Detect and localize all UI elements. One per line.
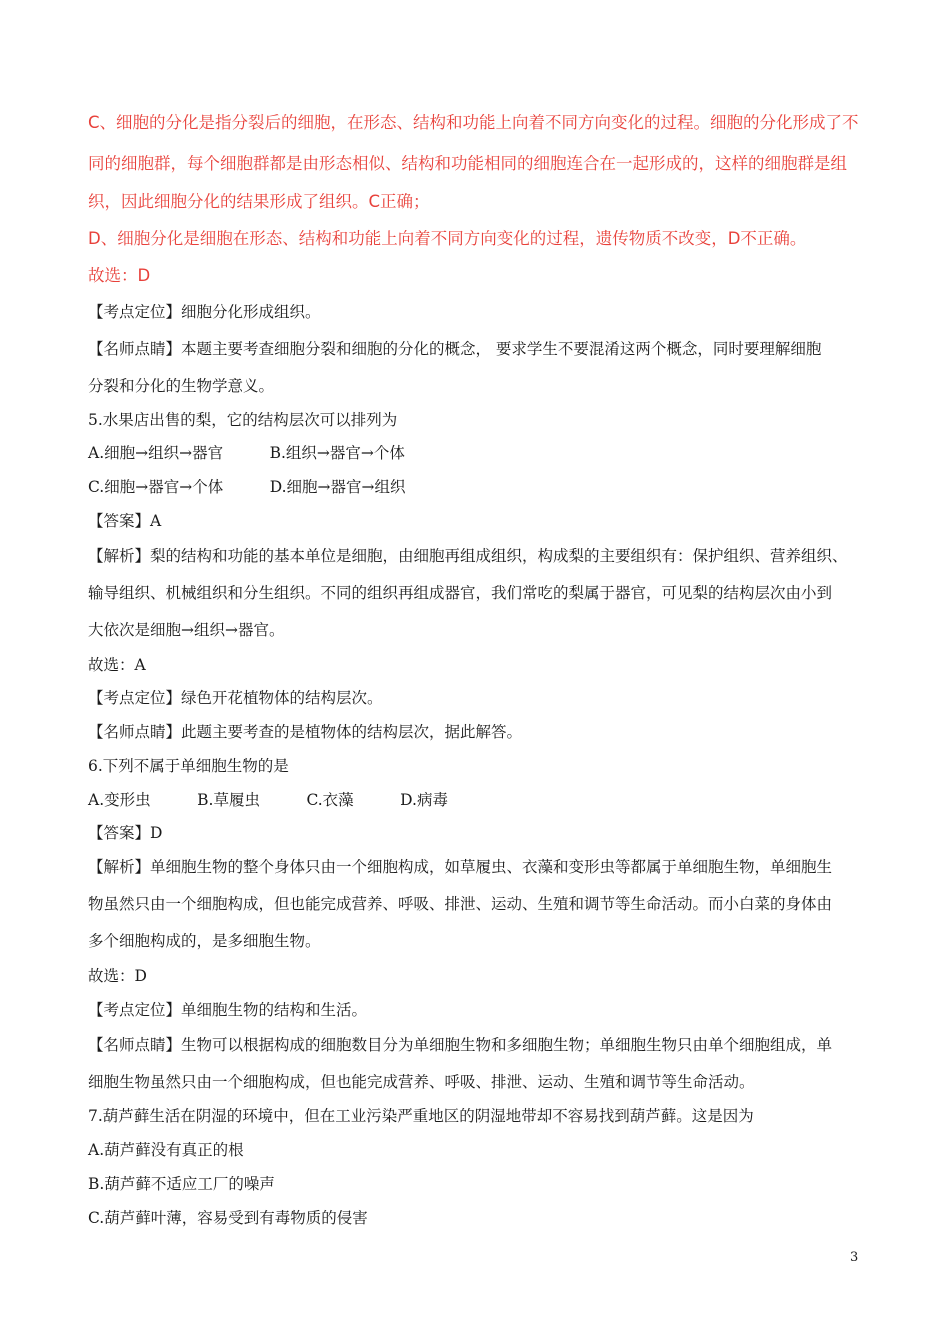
analysis-5-line-3: 大依次是细胞→组织→器官。 <box>88 621 285 639</box>
answer-c-line-3: 织，因此细胞分化的结果形成了组织。C正确； <box>88 192 430 211</box>
analysis-5-line-2: 输导组织、机械组织和分生组织。不同的组织再组成器官，我们常吃的梨属于器官，可见梨的结构层次由小到 <box>88 584 833 602</box>
analysis-6-line-1: 【解析】单细胞生物的整个身体只由一个细胞构成，如草履虫、衣藻和变形虫等都属于单细胞生物，单细胞生 <box>88 858 833 876</box>
answer-choice-5: 故选：A <box>88 656 146 674</box>
question-7-option-c: C.葫芦藓叶薄，容易受到有毒物质的侵害 <box>88 1209 368 1227</box>
answer-choice-6: 故选：D <box>88 967 147 985</box>
knowledge-point-5: 【考点定位】绿色开花植物体的结构层次。 <box>88 689 383 707</box>
knowledge-point-6: 【考点定位】单细胞生物的结构和生活。 <box>88 1001 368 1019</box>
question-5-options-cd: C.细胞→器官→个体 D.细胞→器官→组织 <box>88 478 406 496</box>
knowledge-point-4: 【考点定位】细胞分化形成组织。 <box>88 303 321 321</box>
question-5: 5.水果店出售的梨，它的结构层次可以排列为 <box>88 411 398 429</box>
analysis-5-line-1: 【解析】梨的结构和功能的基本单位是细胞，由细胞再组成组织，构成梨的主要组织有：保护组织、营养组织、 <box>88 547 848 565</box>
teacher-comment-6-line-2: 细胞生物虽然只由一个细胞构成，但也能完成营养、呼吸、排泄、运动、生殖和调节等生命活动。 <box>88 1073 755 1091</box>
answer-choice-4: 故选：D <box>88 266 151 285</box>
teacher-comment-6-line-1: 【名师点睛】生物可以根据构成的细胞数目分为单细胞生物和多细胞生物；单细胞生物只由单个细胞组成，单 <box>88 1036 833 1054</box>
teacher-comment-5: 【名师点睛】此题主要考查的是植物体的结构层次，据此解答。 <box>88 723 523 741</box>
answer-c-line-1: C、细胞的分化是指分裂后的细胞，在形态、结构和功能上向着不同方向变化的过程。细胞的分化形成了不 <box>88 113 859 132</box>
analysis-6-line-2: 物虽然只由一个细胞构成，但也能完成营养、呼吸、排泄、运动、生殖和调节等生命活动。而小白菜的身体由 <box>88 895 833 913</box>
teacher-comment-4-line-2: 分裂和分化的生物学意义。 <box>88 377 275 395</box>
question-6-options: A.变形虫 B.草履虫 C.衣藻 D.病毒 <box>88 791 448 809</box>
answer-6: 【答案】D <box>88 824 163 842</box>
page-number: 3 <box>850 1250 859 1265</box>
question-7-option-a: A.葫芦藓没有真正的根 <box>88 1141 244 1159</box>
question-5-options-ab: A.细胞→组织→器官 B.组织→器官→个体 <box>88 444 405 462</box>
question-7: 7.葫芦藓生活在阴湿的环境中，但在工业污染严重地区的阴湿地带却不容易找到葫芦藓。这是因为 <box>88 1107 754 1125</box>
answer-c-line-2: 同的细胞群，每个细胞群都是由形态相似、结构和功能相同的细胞连合在一起形成的，这样的细胞群是组 <box>88 154 847 173</box>
answer-5: 【答案】A <box>88 512 162 530</box>
analysis-6-line-3: 多个细胞构成的，是多细胞生物。 <box>88 932 321 950</box>
answer-d-line: D、细胞分化是细胞在形态、结构和功能上向着不同方向变化的过程，遗传物质不改变，D不正确。 <box>88 229 807 248</box>
question-6: 6.下列不属于单细胞生物的是 <box>88 757 289 775</box>
question-7-option-b: B.葫芦藓不适应工厂的噪声 <box>88 1175 275 1193</box>
teacher-comment-4-line-1: 【名师点睛】本题主要考查细胞分裂和细胞的分化的概念， 要求学生不要混淆这两个概念，同时要理解细胞 <box>88 340 822 358</box>
